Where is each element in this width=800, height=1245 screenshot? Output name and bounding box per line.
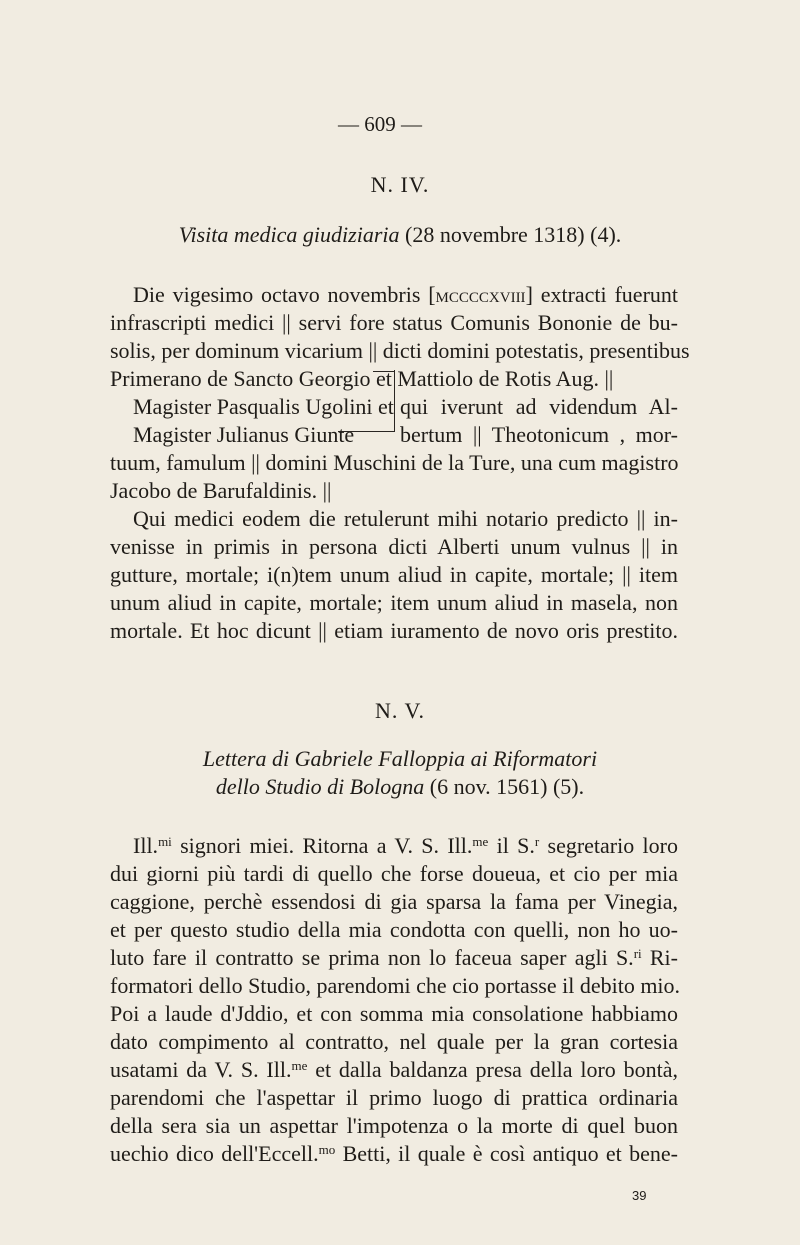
page-number: — 609 — — [338, 112, 422, 136]
letter-line: dui giorni più tardi di quello che forse doueua, et cio per mia — [110, 861, 678, 886]
section-heading-v: N. V. — [374, 698, 426, 723]
letter-line: caggione, perchè essendosi di gia sparsa la fama per Vinegia, — [110, 889, 678, 914]
text-line: Jacobo de Barufaldinis. || — [110, 478, 332, 503]
section-title-v-line2: dello Studio di Bologna (6 nov. 1561) (5). — [215, 774, 585, 799]
letter-line: Ill.$^{mi}$ signori miei. Ritorna a V. S. Ill.$^{me}$ il S.$^r$ segretario loro — [133, 833, 678, 858]
text-line: mortale. Et hoc dicunt || etiam iuramento de novo oris prestito. — [110, 618, 678, 643]
text-line: venisse in primis in persona dicti Alberti unum vulnus || in — [110, 534, 678, 559]
title-date: (28 novembre 1318) (4). — [399, 222, 622, 247]
letter-line: della sera sia un aspettar l'impotenza o la morte di quel buon — [110, 1113, 678, 1138]
text-line: gutture, mortale; i(n)tem unum aliud in capite, mortale; || item — [110, 562, 678, 587]
bracket-rule — [338, 431, 394, 432]
letter-line: parendomi che l'aspettar il primo luogo di prattica ordinaria — [110, 1085, 678, 1110]
section-title-iv — [0, 222, 800, 248]
section-heading-iv: N. IV. — [370, 172, 430, 197]
section-title-v-line1: Lettera di Gabriele Falloppia ai Riformatori — [202, 746, 598, 771]
text-line: Die vigesimo octavo novembris [mccccxviii] extracti fuerunt — [133, 282, 679, 307]
letter-line: formatori dello Studio, parendomi che cio portasse il debito mio. — [110, 973, 681, 998]
text-line: infrascripti medici || servi fore status Comunis Bononie de bu- — [110, 310, 678, 335]
text-line: tuum, famulum || domini Muschini de la Ture, una cum magistro — [110, 450, 679, 475]
text-line: Qui medici eodem die retulerunt mihi notario predicto || in- — [133, 506, 678, 531]
bracket-rule — [373, 371, 394, 372]
letter-line: luto fare il contratto se prima non lo faceua saper agli S.$^{ri}$ Ri- — [110, 945, 678, 970]
bracket-left-line: Magister Pasqualis Ugolini et — [133, 394, 394, 419]
title-italic: Visita medica giudiziaria — [178, 222, 400, 247]
text-line: unum aliud in capite, mortale; item unum aliud in masela, non — [110, 590, 678, 615]
letter-line: uechio dico dell'Eccell.$^{mo}$ Betti, il quale è così antiquo et bene- — [110, 1141, 678, 1166]
text-line: Primerano de Sancto Georgio et Mattiolo de Rotis Aug. || — [110, 366, 614, 391]
bracket-rule — [394, 370, 395, 432]
letter-line: usatami da V. S. Ill.$^{me}$ et dalla baldanza presa della loro bontà, — [110, 1057, 678, 1082]
bracket-right-line: qui iverunt ad videndum Al- — [400, 394, 678, 419]
bracket-left-line: Magister Julianus Giunte — [133, 422, 355, 447]
signature-mark: 39 — [632, 1188, 647, 1203]
letter-line: dato compimento al contratto, nel quale per la gran cortesia — [110, 1029, 678, 1054]
text-line: solis, per dominum vicarium || dicti domini potestatis, presentibus — [110, 338, 690, 363]
letter-line: et per questo studio della mia condotta con quelli, non ho uo- — [110, 917, 678, 942]
letter-line: Poi a laude d'Jddio, et con somma mia consolatione habbiamo — [110, 1001, 678, 1026]
bracket-right-line: bertum || Theotonicum , mor- — [400, 422, 678, 447]
